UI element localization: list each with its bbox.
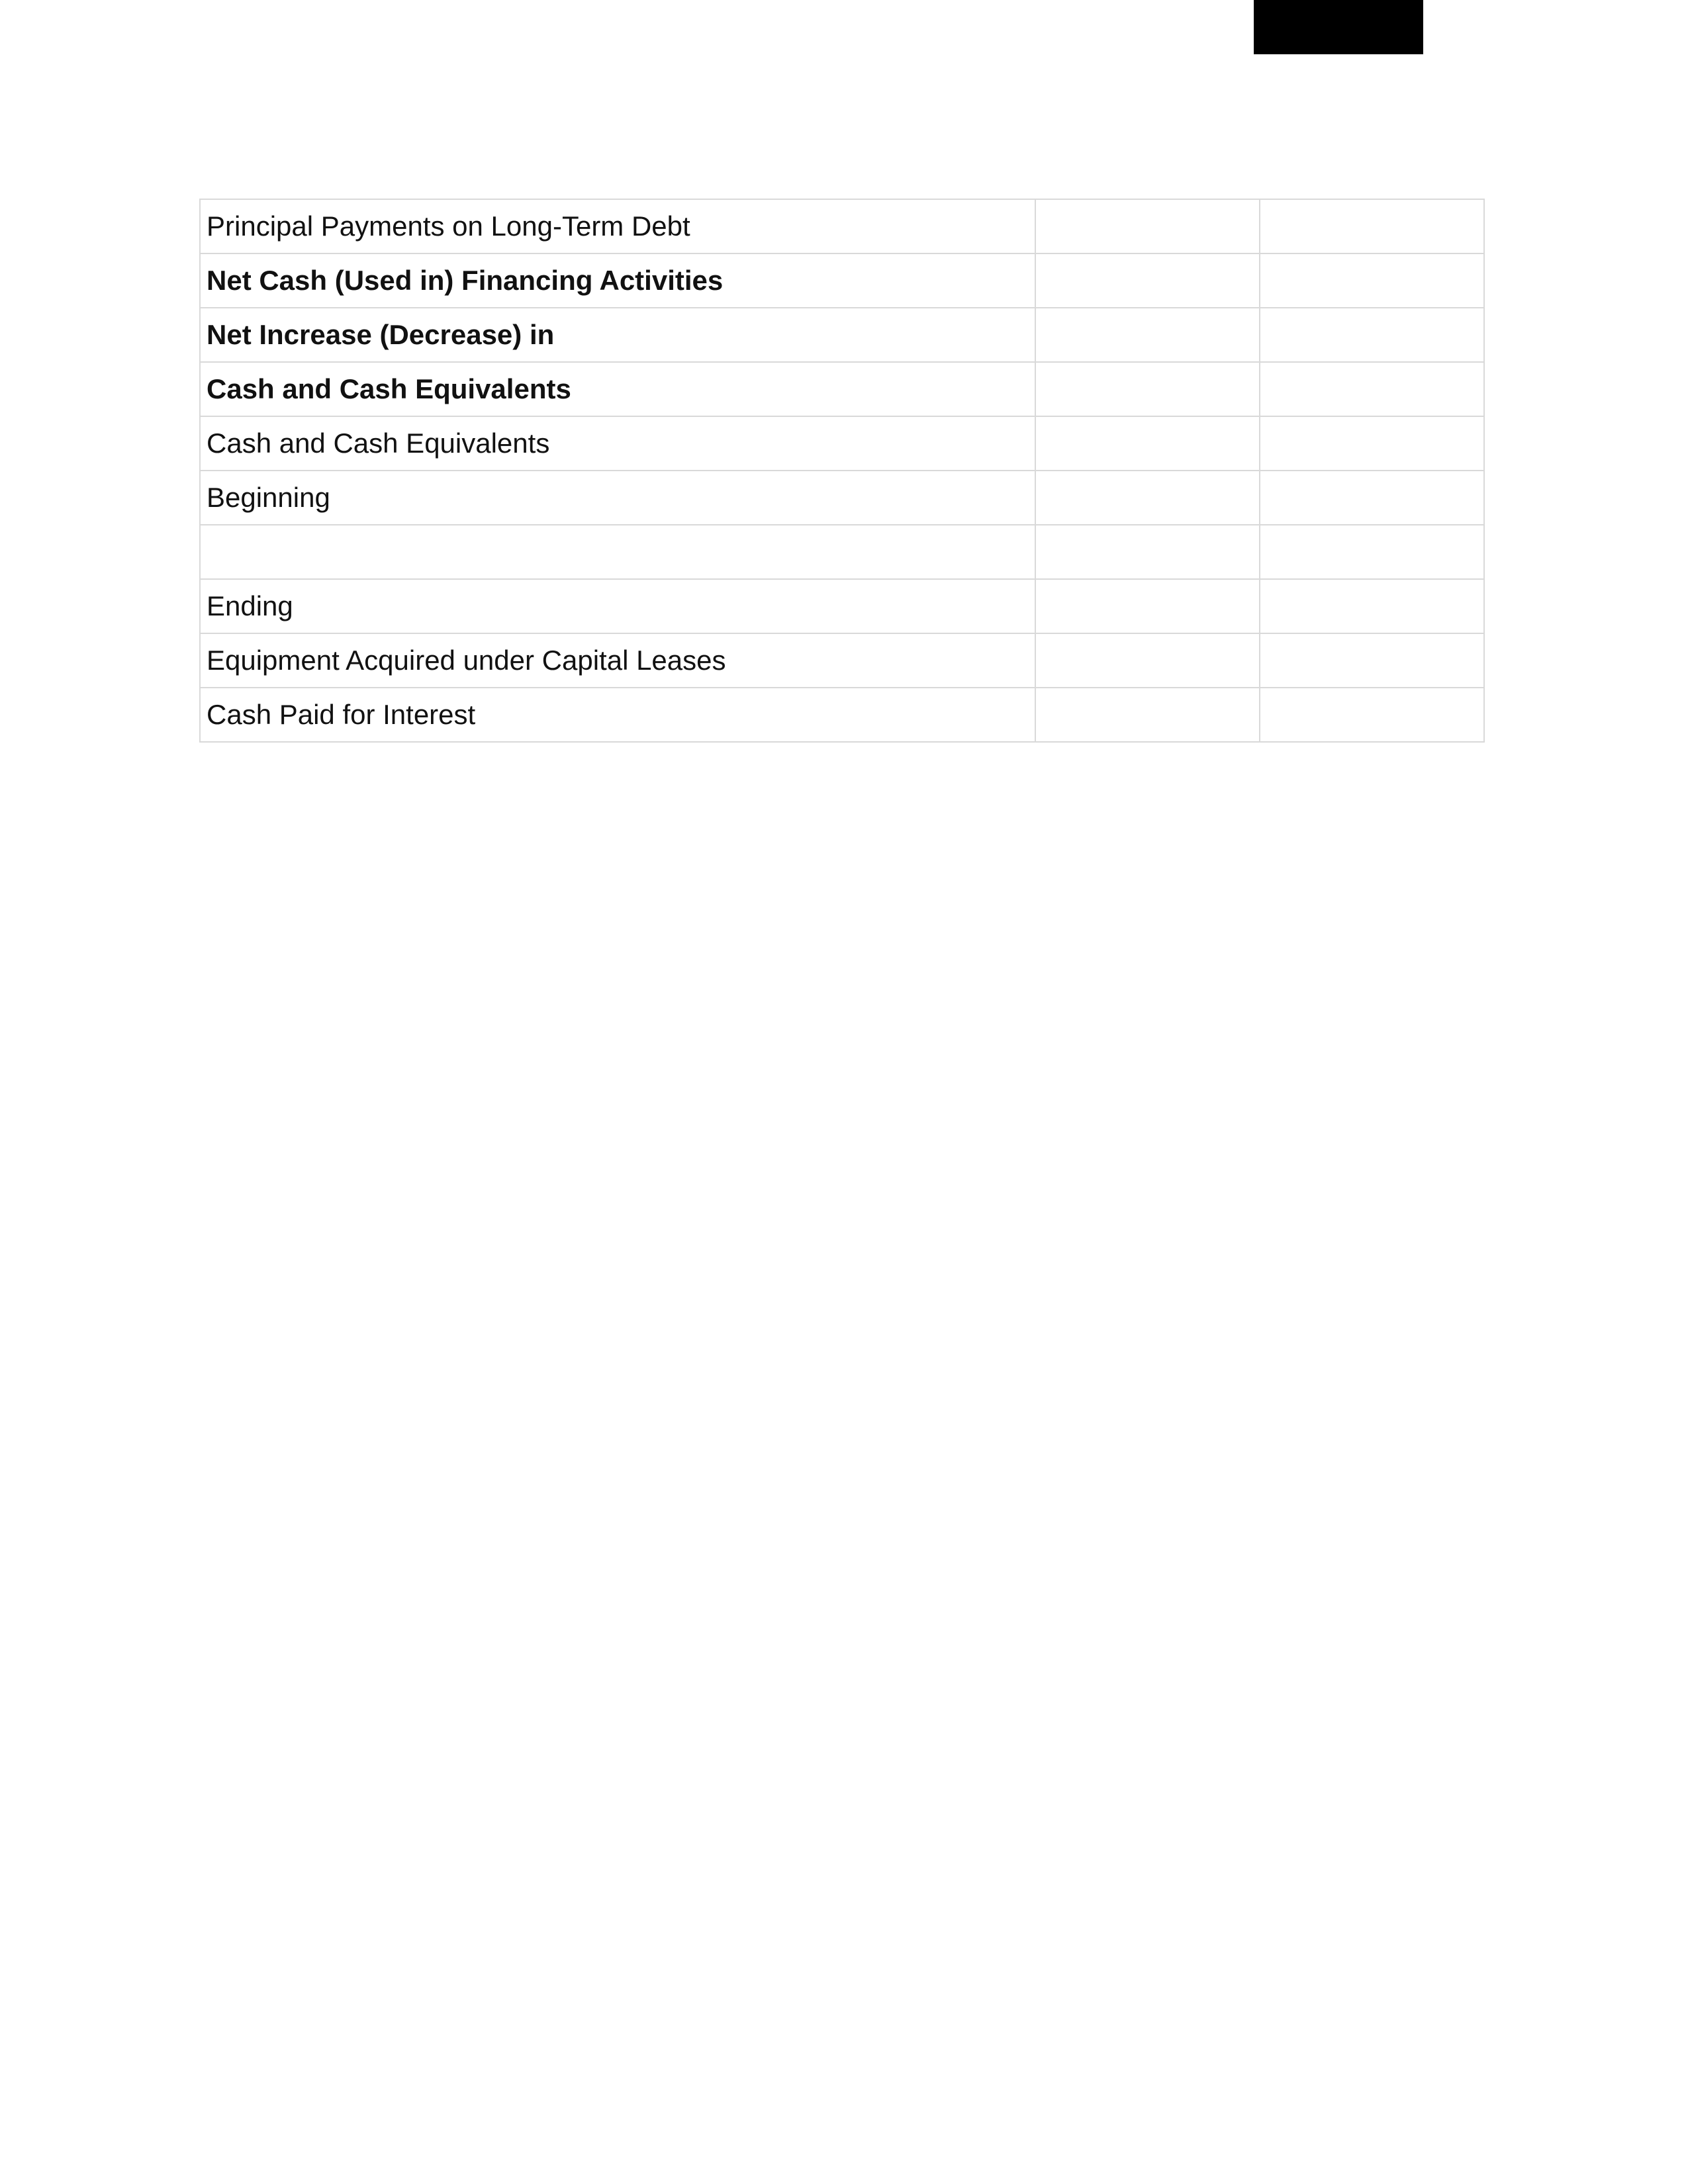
value-cell xyxy=(1035,253,1260,308)
value-cell xyxy=(1035,362,1260,416)
value-cell xyxy=(1035,525,1260,579)
value-cell xyxy=(1035,688,1260,742)
table-row xyxy=(200,633,1484,688)
value-cell xyxy=(1035,471,1260,525)
value-cell xyxy=(1260,416,1484,471)
table-row xyxy=(200,688,1484,742)
value-cell xyxy=(1035,308,1260,362)
value-cell xyxy=(1260,253,1484,308)
table-row xyxy=(200,579,1484,633)
table-row xyxy=(200,471,1484,525)
value-cell xyxy=(1035,199,1260,253)
value-cell xyxy=(1035,579,1260,633)
row-label: Cash and Cash Equivalents xyxy=(200,362,1035,416)
value-cell xyxy=(1260,688,1484,742)
row-label: Principal Payments on Long-Term Debt xyxy=(200,199,1035,253)
row-label: Equipment Acquired under Capital Leases xyxy=(200,633,1035,688)
value-cell xyxy=(1260,199,1484,253)
value-cell xyxy=(1260,579,1484,633)
value-cell xyxy=(1260,362,1484,416)
row-label: Ending xyxy=(200,579,1035,633)
value-cell xyxy=(1260,633,1484,688)
table-row xyxy=(200,525,1484,579)
table-row xyxy=(200,308,1484,362)
redaction-box xyxy=(1254,0,1423,54)
value-cell xyxy=(1260,308,1484,362)
row-label: Net Cash (Used in) Financing Activities xyxy=(200,253,1035,308)
row-label xyxy=(200,525,1035,579)
value-cell xyxy=(1260,525,1484,579)
value-cell xyxy=(1035,416,1260,471)
table-row xyxy=(200,253,1484,308)
value-cell xyxy=(1260,471,1484,525)
row-label: Cash and Cash Equivalents xyxy=(200,416,1035,471)
table-row xyxy=(200,199,1484,253)
row-label: Net Increase (Decrease) in xyxy=(200,308,1035,362)
row-label: Beginning xyxy=(200,471,1035,525)
value-cell xyxy=(1035,633,1260,688)
cash-flow-statement-table xyxy=(199,199,1485,743)
table-row xyxy=(200,416,1484,471)
row-label: Cash Paid for Interest xyxy=(200,688,1035,742)
table-row xyxy=(200,362,1484,416)
